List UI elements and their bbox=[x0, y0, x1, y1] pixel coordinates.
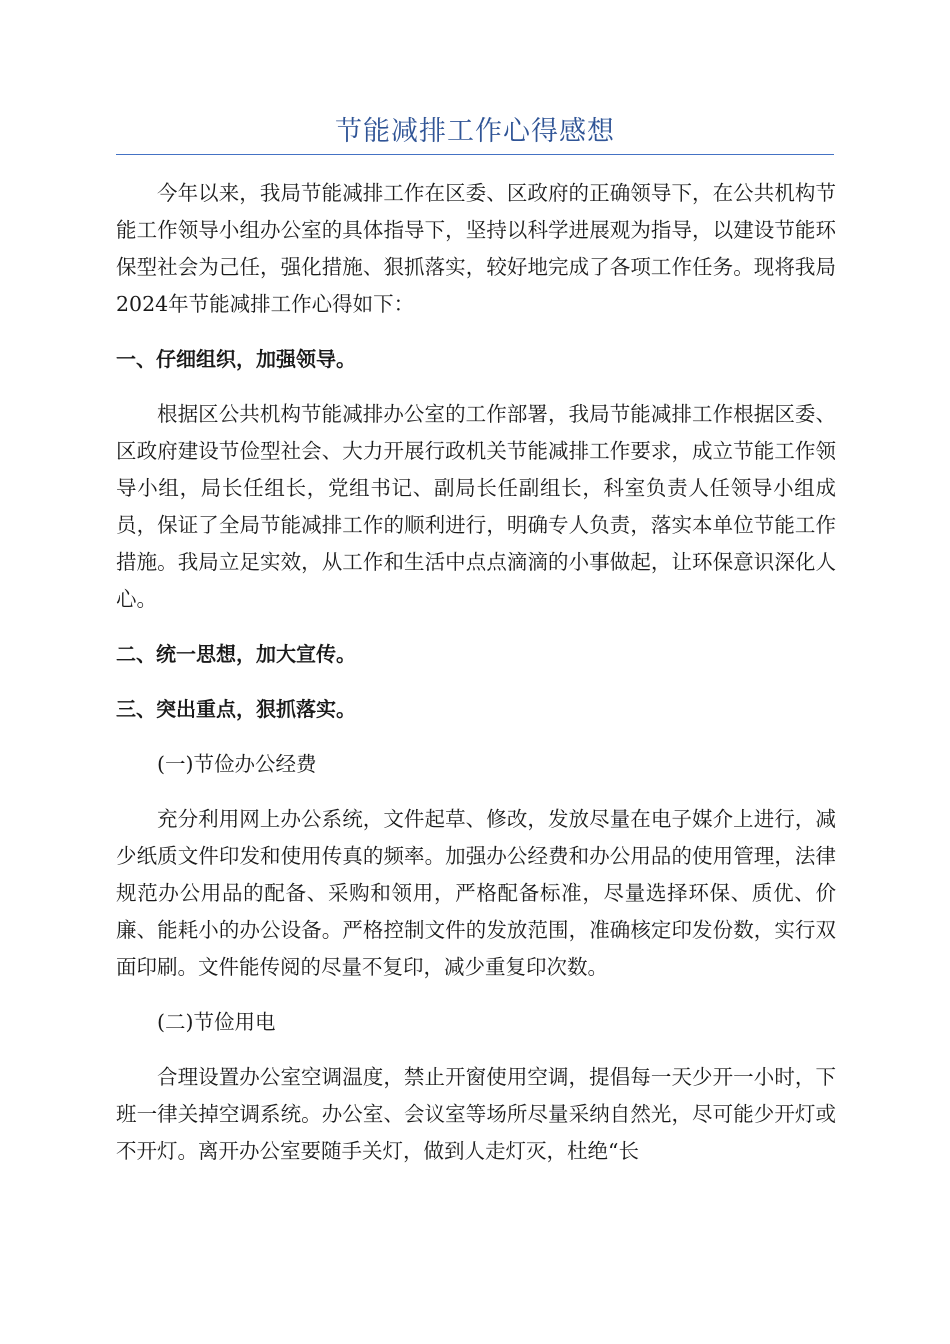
subsection-1-heading: (一)节俭办公经费 bbox=[157, 752, 317, 776]
section-1-heading: 一、仔细组织，加强领导。 bbox=[116, 347, 356, 371]
intro-paragraph: 今年以来，我局节能减排工作在区委、区政府的正确领导下，在公共机构节能工作领导小组办公室的具体指导下，坚持以科学进展观为指导，以建设节能环保型社会为己任，强化措施、狠抓落实，较好地完成了各项工作任务。现将我局2024年节能减排工作心得如下： bbox=[116, 181, 836, 316]
title-underline bbox=[116, 154, 834, 155]
document-body bbox=[116, 175, 836, 1188]
document-title: 节能减排工作心得感想 bbox=[335, 116, 615, 147]
section-2-heading: 二、统一思想，加大宣传。 bbox=[116, 642, 356, 666]
section-1-paragraph: 根据区公共机构节能减排办公室的工作部署，我局节能减排工作根据区委、区政府建设节俭型社会、大力开展行政机关节能减排工作要求，成立节能工作领导小组，局长任组长，党组书记、副局长任副组长，科室负责人任领导小组成员，保证了全局节能减排工作的顺利进行，明确专人负责，落实本单位节能工作措施。我局立足实效，从工作和生活中点点滴滴的小事做起，让环保意识深化人心。 bbox=[116, 402, 836, 611]
subsection-2-heading: (二)节俭用电 bbox=[157, 1010, 276, 1034]
subsection-2-paragraph: 合理设置办公室空调温度，禁止开窗使用空调，提倡每一天少开一小时，下班一律关掉空调系统。办公室、会议室等场所尽量采纳自然光，尽可能少开灯或不开灯。离开办公室要随手关灯，做到人走灯灭，杜绝“长 bbox=[116, 1065, 836, 1163]
subsection-1-paragraph: 充分利用网上办公系统，文件起草、修改，发放尽量在电子媒介上进行，减少纸质文件印发和使用传真的频率。加强办公经费和办公用品的使用管理，法律规范办公用品的配备、采购和领用，严格配备标准，尽量选择环保、质优、价廉、能耗小的办公设备。严格控制文件的发放范围，准确核定印发份数，实行双面印刷。文件能传阅的尽量不复印，减少重复印次数。 bbox=[116, 807, 836, 979]
section-3-heading: 三、突出重点，狠抓落实。 bbox=[116, 697, 356, 721]
